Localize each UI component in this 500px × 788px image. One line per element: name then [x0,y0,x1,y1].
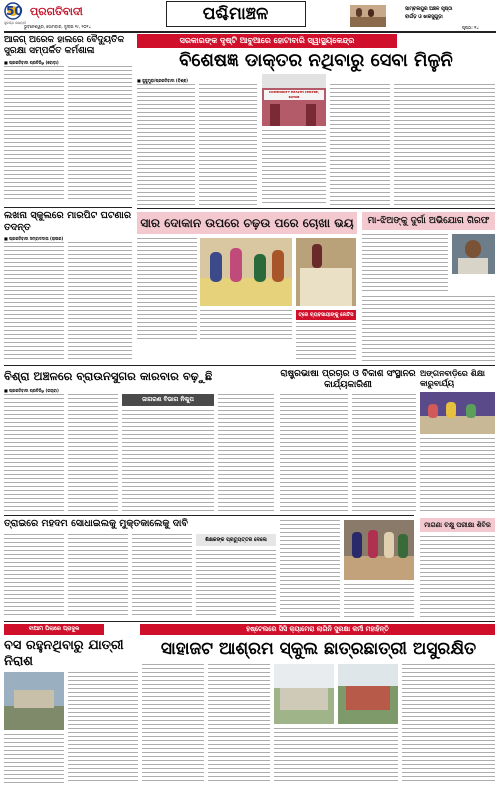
divider-center-mid [137,208,495,209]
story7-body-col2 [68,394,118,512]
story14-body-col3 [274,728,398,784]
story8-headline: ରାଷ୍ଟ୍ରଭାଷା ପ୍ରଚାର ଓ ବିକାଶ ସଂସ୍ଥାନର କାର୍ଯ୍ୟକାରିଣୀ [280,369,416,390]
story9-headline: ଅଙ୍ଗନବାଡ଼ିରେ ଶିକ୍ଷା କାରୁବାର୍ଯ୍ୟ [420,369,485,388]
story4-body-col1 [137,238,197,342]
story1-body [4,66,64,201]
story2-headline: ବିଶେଷଜ୍ଞ ଡାକ୍ତର ନଥିବାରୁ ସେବା ମିଳୁନି [179,50,453,71]
story12-body [420,536,495,618]
story14-headline: ସାହାଜଟ ଆଶ୍ରମ ସ୍କୁଲ ଛାତ୍ରଛାତ୍ରୀ ଅସୁରକ୍ଷିତ [160,639,477,659]
story5-body-col2 [362,296,495,362]
school-photo-left [274,664,334,724]
fertilizer-sacks-photo [296,238,356,306]
story3-body-col2 [68,242,132,362]
story2-body-col3 [262,130,326,206]
story3-headline: ଲଖନା ସ୍କୁଲରେ ମାରପିଟ ଘଟଣାର ତଦନ୍ତ [4,210,132,233]
story13-kicker: ବୀଆମ ପିଲାରେ ପ୍ରାଦୁକ [4,624,104,635]
header-right-line1: ସାମ୍ବଲପୁର ଅଞ୍ଚଳ ପୃଷ୍ଠା [405,7,453,12]
story13-body-col1 [4,734,64,784]
story2-body-col5 [394,84,495,206]
story1-byline: ■ ପ୍ରଗତିବାଦୀ ପ୍ରତିନିଧି (ବୋଡ଼ା) [4,60,59,65]
story7-headline: ବିଶ୍ରା ଅଞ୍ଚଳରେ ବ୍ରାଉନସୁଗର କାରବାର ବଢ଼ୁଛି [4,369,213,383]
story5-body-col1 [362,234,448,294]
story2-body-col2 [199,84,257,206]
paper-name: ପ୍ରଗତିବାଦୀ [30,5,83,18]
story10-headline: ତ୍ରାଇରେ ମହଦମ ସୋଧାଇଲକୁ ମୁକ୍ତକାଲେକୁ ଦାବି [4,518,188,529]
story10-body-col3 [132,534,192,618]
story9-body [420,438,495,512]
story6-body [296,322,356,362]
story11c-body [344,584,414,618]
dateline: ଭୁବନେଶ୍ୱର, ସୋମବାର, ଜୁଲାଇ ୧୯, ୨୦୨୪ [24,24,91,29]
divider-row5 [4,621,495,622]
accused-photo [452,234,495,274]
story7-byline: ■ ପ୍ରଗତିବାଦୀ ପ୍ରତିନିଧି (ଜୟବା) [4,388,59,393]
story2-byline: ■ ଜୁଜୁମୁରା/ପ୍ରଗତିବାଦୀ (ବିଶ୍ଵ) [137,78,189,83]
section-title: ପଶ୍ଚିମାଞ୍ଚଳ [202,4,269,24]
story14-body-col2 [208,664,270,784]
story2-body-col1 [137,84,195,206]
story7-body-col3 [122,410,214,512]
story2-kicker: ସରକାରଙ୍କ ଦୃଷ୍ଟି ଆବୁଆରେ ହୋଟାବାରି ସ୍ୱାସ୍ଥ୍ୟକେନ୍ଦ୍ର [137,34,397,48]
story14-body-col1 [142,664,204,784]
header-photo [350,5,386,27]
divider-left-mid [4,207,132,208]
story8-body-col2 [352,394,416,512]
story3-body-col1 [4,242,64,362]
logo-subtitle: ସୁବର୍ଣ୍ଣ ଜୟନ୍ତୀ [4,21,27,25]
story5-headline: ମା-ଝିଅଙ୍କୁ ଦୁର୍ଗା ଅଭିଯୋଗ ଗିରଫ [362,212,495,230]
story13-headline: ବସ ରହୁନଥିବାରୁ ଯାତ୍ରୀ ନିରାଶ [4,638,124,669]
header-right-line2: ବାର୍ଗଡ଼ ଓ ଝାରସୁଗୁଡ଼ା [405,15,443,20]
section-title-box [166,1,306,27]
story14-kicker: ହଷ୍ଟେଲରେ ସିସି କ୍ୟାମେରା ଲାଗିନି ସୁରକ୍ଷା କର୍ମୀ ମହାହିନ୍ତି [140,624,495,635]
story7-tag: ଜାଗରଣ ବିଭାଗ ନିଶ୍ଚୁପ [122,394,214,406]
logo-number: 50 [6,4,23,18]
bus-stop-photo [4,672,64,730]
story10-body-col1 [4,534,64,618]
story13-body-col2 [68,672,138,784]
story6-tag: ଟ୍ରେ ବ୍ୟବସାୟୀଙ୍କୁ ନୋଟିସ [296,310,356,320]
event-photo [344,520,414,580]
hospital-sign: COMMUNITY HEALTH CENTRE, KATAB [264,90,324,100]
story7-body-col4 [218,394,274,512]
story12-headline: ମାଗଣା ଚକ୍ଷୁ ପରୀକ୍ଷା ଶିବିର [420,518,495,532]
school-photo-right [338,664,398,724]
hospital-photo [262,74,326,126]
story4-headline: ସାର ଦୋକାନ ଉପରେ ଚଢ଼ଉ ପରେ ଚୋଖା ଭୟ [137,212,357,234]
fertilizer-shop-photo [200,238,292,306]
divider-row3 [4,365,495,366]
story11-body [196,550,276,618]
story11-tag: ଶିକ୍ଷକଙ୍କ ପ୍ରତ୍ୟୁତ୍ତର ଦେଲେ [196,534,276,546]
anganwadi-photo [420,392,495,434]
story1-body-col2 [68,66,132,201]
story1-headline: ଆଜଗ୍ ଅରେକ ହାଲରେ ବୈଦ୍ୟୁତିକ ସୁରକ୍ଷା ସମ୍ପର୍କିତ କର୍ମଶାଳା [4,35,125,56]
masthead-divider [4,31,496,33]
story3-byline: ■ ପ୍ରଗତିବାଦୀ ସମ୍ବାଦଦାତା (ରାଉର) [4,236,64,241]
story11b-body [280,520,340,618]
story7-body-col1 [4,394,64,512]
story10-body-col2 [68,534,128,618]
page-number: ପୃଷ୍ଠା: ୧୪ [462,25,479,30]
masthead [0,0,500,32]
story14-body-col4 [402,664,495,784]
story8-body-col1 [280,394,348,512]
story2-body-col4 [330,84,390,206]
story4-body-col2 [200,310,292,342]
divider-row4 [4,515,414,516]
